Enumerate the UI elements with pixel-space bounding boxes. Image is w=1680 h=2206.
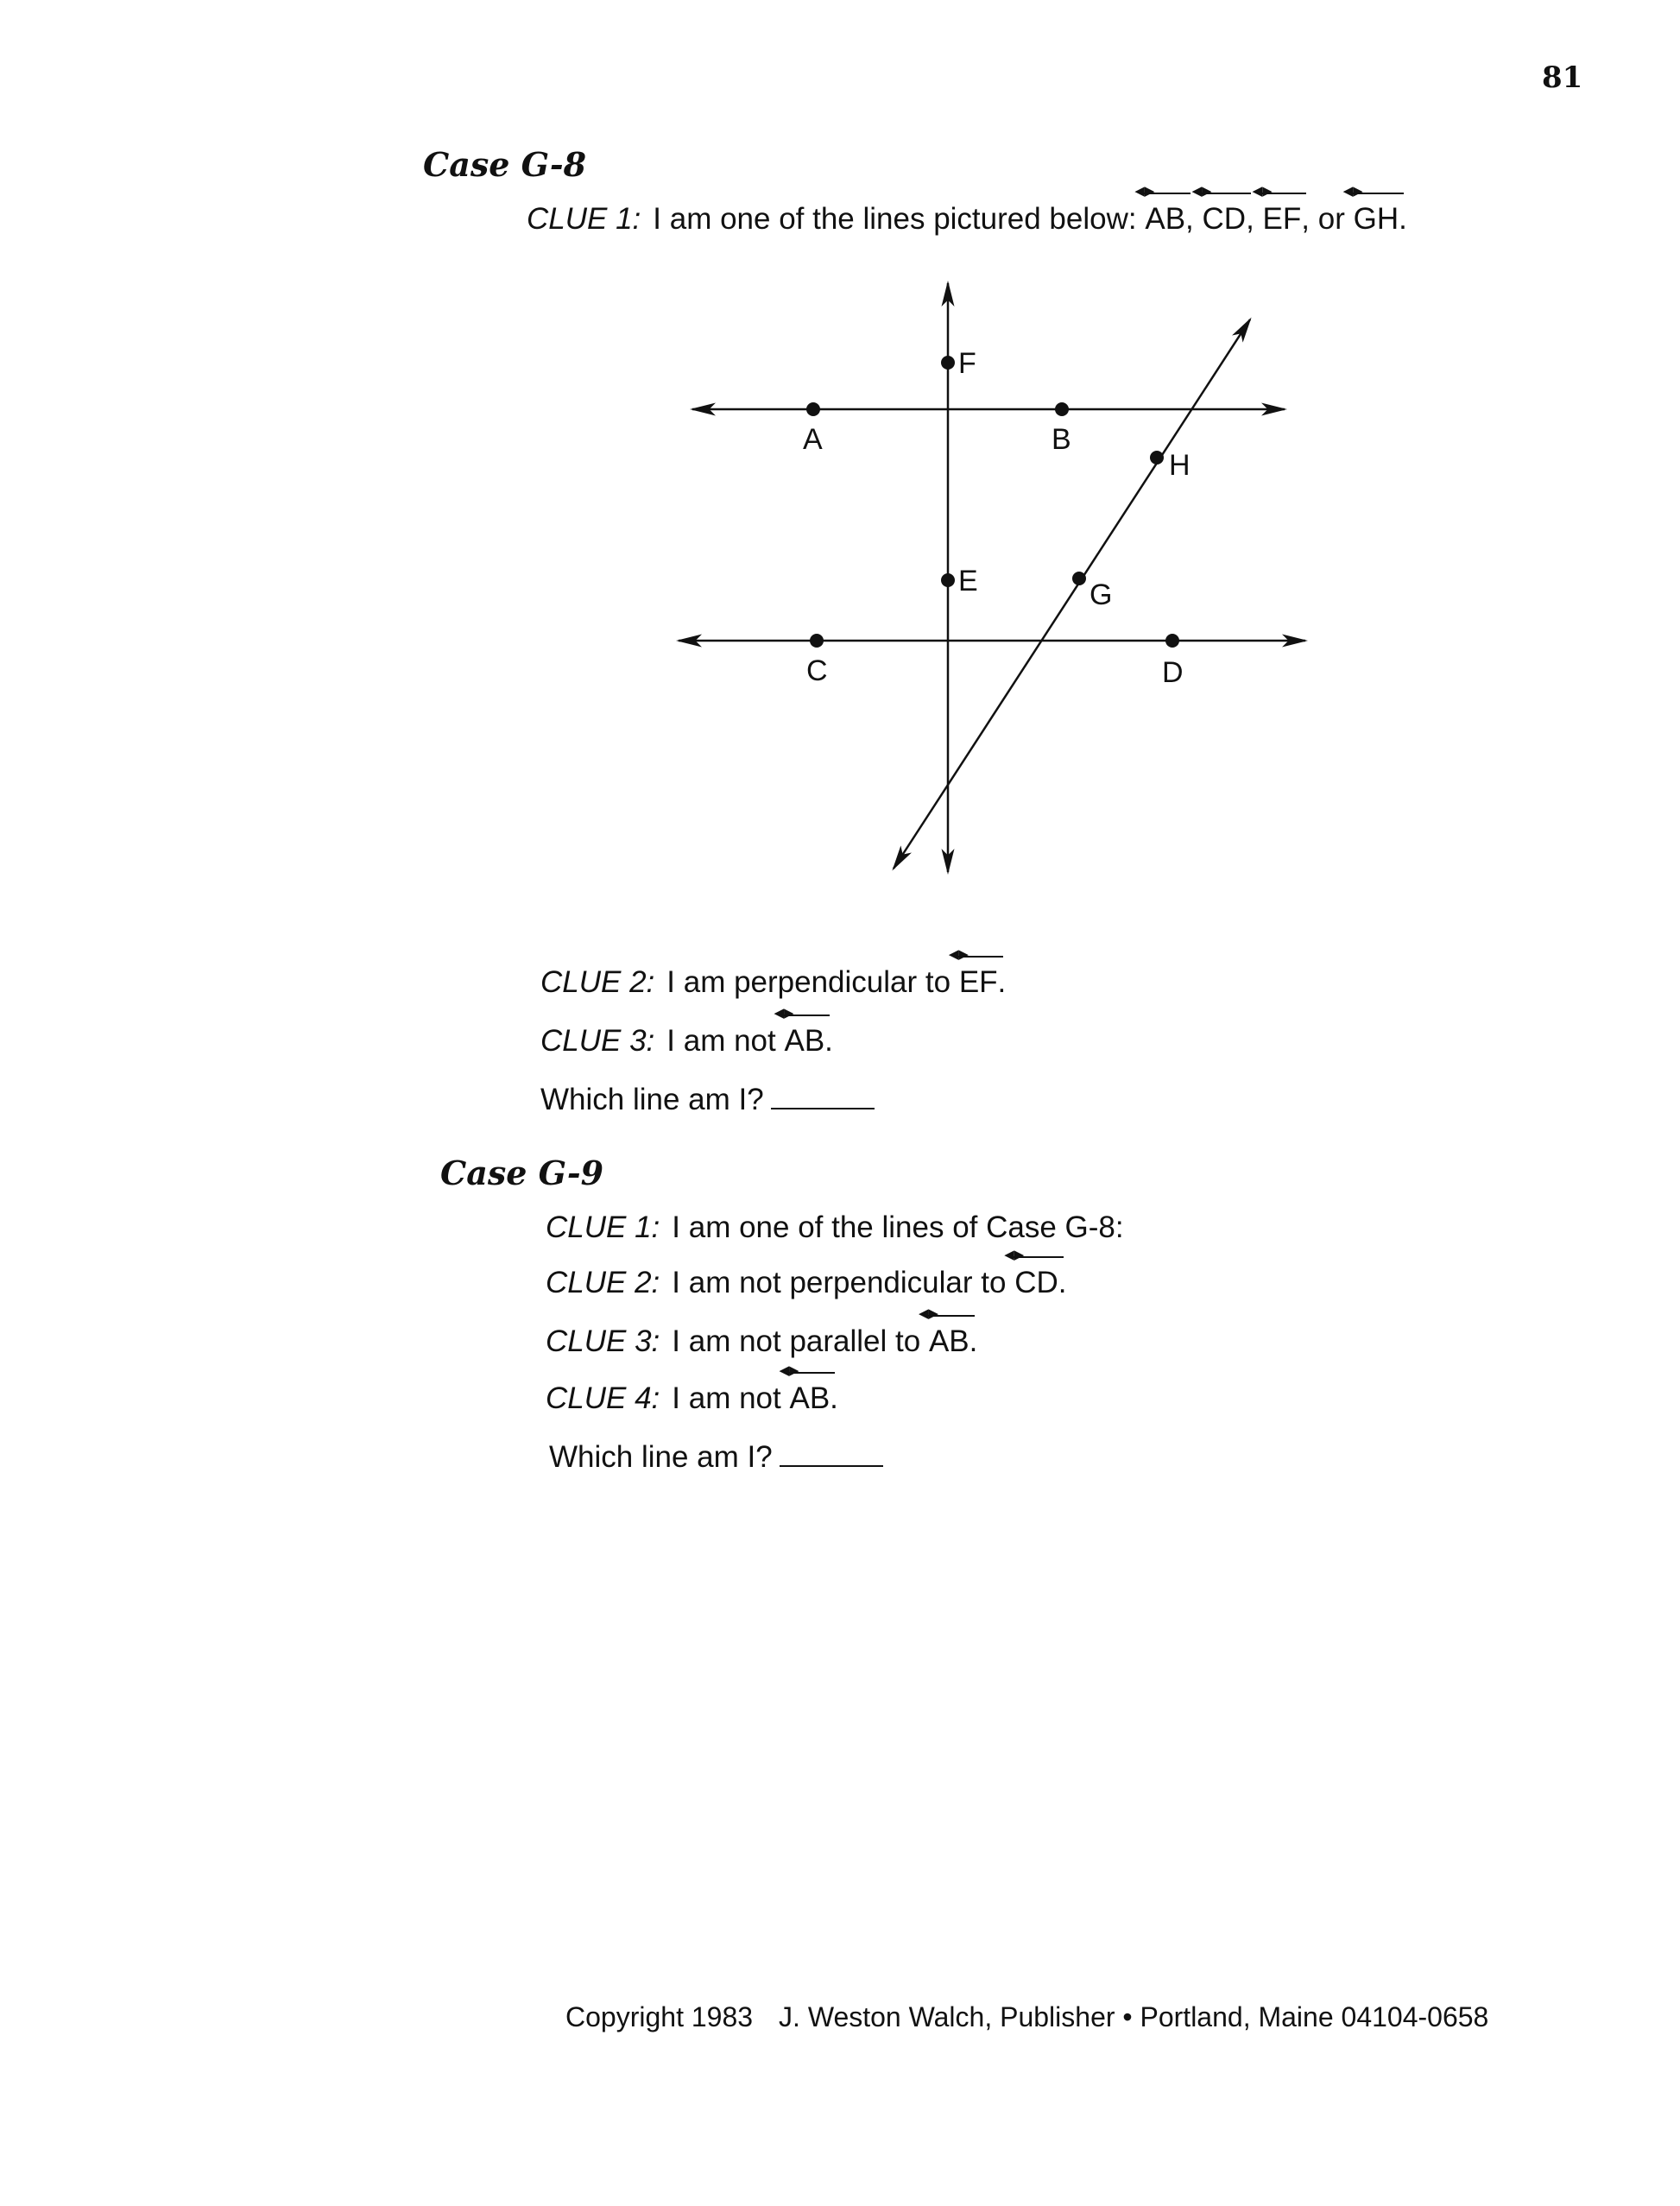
lines-diagram (673, 275, 1329, 879)
clue-label: CLUE 2: (540, 965, 655, 999)
clue-text: I am one of the lines of Case G-8: (672, 1210, 1124, 1244)
clue-label: CLUE 1: (546, 1210, 660, 1244)
case-g8-clue1 (527, 202, 1407, 237)
separator: , (1246, 202, 1254, 236)
case-g8-title: Case G-8 (423, 145, 587, 184)
period: . (1058, 1266, 1067, 1299)
line-gh-symbol: GH ◀▶ (1354, 202, 1399, 237)
line-cd-symbol: CD ◀▶ (1014, 1266, 1058, 1300)
line-ab-symbol: AB ◀▶ (784, 1024, 824, 1059)
answer-blank[interactable] (780, 1465, 883, 1467)
period: . (830, 1381, 838, 1415)
point-a (806, 402, 820, 416)
point-label-g: G (1089, 578, 1113, 611)
clue-label: CLUE 3: (546, 1324, 660, 1358)
answer-blank[interactable] (771, 1108, 875, 1109)
point-label-d: D (1162, 656, 1184, 689)
case-g8-question (540, 1083, 875, 1117)
point-h (1150, 451, 1164, 465)
separator: , or (1301, 202, 1345, 236)
point-c (810, 634, 824, 648)
case-g9-clue3 (546, 1324, 977, 1359)
case-g9-clue4 (546, 1381, 838, 1416)
point-e (941, 573, 955, 587)
line-ab-symbol: AB ◀▶ (789, 1381, 830, 1416)
case-g8-clue3 (540, 1024, 833, 1059)
line-ab-symbol: AB ◀▶ (1145, 202, 1185, 237)
page-number: 81 (1542, 60, 1583, 95)
clue-text: I am not perpendicular to (672, 1266, 1007, 1299)
period: . (1399, 202, 1407, 236)
clue-label: CLUE 4: (546, 1381, 660, 1415)
separator: , (1185, 202, 1194, 236)
point-label-b: B (1052, 423, 1071, 456)
point-label-f: F (958, 347, 976, 380)
point-label-e: E (958, 565, 978, 597)
clue-label: CLUE 1: (527, 202, 641, 236)
line-ab-symbol: AB ◀▶ (929, 1324, 969, 1359)
footer (565, 2001, 1488, 2033)
publisher-text: J. Weston Walch, Publisher • Portland, Maine 04104-0658 (779, 2001, 1489, 2032)
question-text: Which line am I? (540, 1083, 764, 1116)
case-g9-question (549, 1440, 883, 1475)
period: . (824, 1024, 833, 1058)
clue-text: I am not parallel to (672, 1324, 921, 1358)
period: . (997, 965, 1007, 999)
clue-text: I am not (666, 1024, 776, 1058)
point-d (1165, 634, 1179, 648)
case-g9-clue2 (546, 1266, 1066, 1300)
point-f (941, 356, 955, 370)
question-text: Which line am I? (549, 1440, 773, 1474)
point-label-h: H (1169, 449, 1191, 482)
line-ef-symbol: EF ◀▶ (959, 965, 998, 1000)
point-b (1055, 402, 1069, 416)
case-g9-clue1 (546, 1210, 1124, 1245)
point-g (1072, 572, 1086, 585)
point-label-c: C (806, 654, 828, 687)
line-cd-symbol: CD ◀▶ (1203, 202, 1247, 237)
point-label-a: A (803, 423, 823, 456)
clue-text: I am not (672, 1381, 781, 1415)
case-g9-title: Case G-9 (440, 1154, 604, 1192)
clue-text: I am perpendicular to (666, 965, 951, 999)
period: . (969, 1324, 978, 1358)
copyright-text: Copyright 1983 (565, 2001, 754, 2032)
line-ef-symbol: EF ◀▶ (1263, 202, 1302, 237)
clue-label: CLUE 3: (540, 1024, 655, 1058)
clue-text: I am one of the lines pictured below: (653, 202, 1137, 236)
case-g8-clue2 (540, 965, 1006, 1000)
clue-label: CLUE 2: (546, 1266, 660, 1299)
